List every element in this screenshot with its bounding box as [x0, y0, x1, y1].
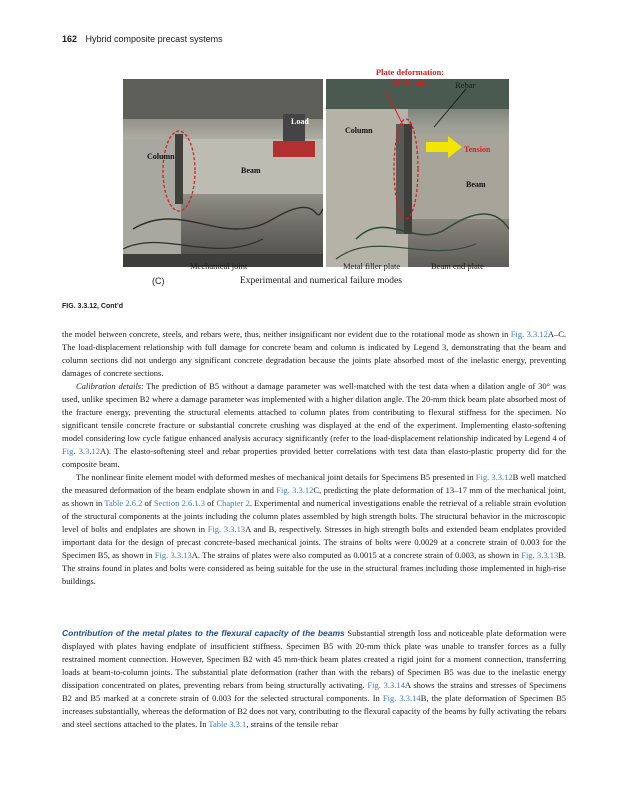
annotation-plate-line2: 13–17 mm [391, 77, 429, 87]
page-number: 162 [62, 34, 78, 44]
text-run: A. The strains of plates were also computed as 0.0015 at a concrete strain of 0.003, as shown in [191, 550, 522, 560]
end-plate [175, 134, 183, 204]
xref-link[interactable]: Fig. 3.3.12 [510, 329, 548, 339]
xref-link[interactable]: Fig. 3.3.13 [154, 550, 192, 560]
text-run: A). The elasto-softening steel and rebar properties provided better correlations with test data than elasto-plastic property did for the composite beam. [62, 446, 566, 469]
xref-link[interactable]: Fig. 3.3.13 [521, 550, 559, 560]
caption-metal-filler-plate: Metal filler plate [343, 261, 401, 271]
text-run: : The prediction of B5 without a damage parameter was well-matched with the test data when a dilation angle of 30° was used, unlike specimen B2 where a damage parameter was implemented with a higher dilation angle. The 20-mm thick beam plate absorbed most of the fracture energy, preventing the structural elements attached to column plates from contributing to flexural stiffness for the specimen. No significant tensile concrete fracture or substantial concrete crushing was displayed at the end of the experiment. Implementing elasto-softening model considering low cycle fatigue enhanced analysis accuracy significantly (refer to the load-displacement relationship indicated by Legend 4 of [62, 381, 566, 443]
label-beam-left: Beam [241, 166, 261, 175]
label-load: Load [291, 117, 309, 126]
xref-link[interactable]: Fig. 3.3.12 [62, 446, 100, 456]
panel-letter: (C) [152, 276, 165, 286]
lead-in: Calibration details [76, 381, 142, 391]
xref-link[interactable]: Fig. 3.3.14 [382, 693, 421, 703]
text-run: Substantial strength loss and noticeable plate deformation were displayed with plates having endplate of insufficient stiffness. Specimen B5 with 20-mm thick plate was unable to transfer forces as a fully restrained moment connection. However, Specimen B2 with 45 mm-thick beam plates created a rigid joint for a moment connection, transferring loads at beam-to-column joints. The substantial plate deformation (rather than with the rebars) of Specimen B5 was due to the inelastic energy dissipation concentrated on plates, preventing rebars from being structurally activating. [62, 628, 566, 690]
paragraph-2 [62, 380, 566, 471]
xref-link[interactable]: Table 3.3.1 [208, 719, 247, 729]
text-run: B well matched the measured deformation of the beam endplate shown in and [62, 472, 566, 495]
xref-link[interactable]: Chapter 2 [216, 498, 250, 508]
text-run: C, predicting the plate deformation of 13–17 mm of the mechanical joint, as shown in [62, 485, 566, 508]
xref-link[interactable]: Fig. 3.3.12 [276, 485, 314, 495]
figure-label: FIG. 3.3.12, Cont’d [62, 303, 124, 310]
photo-mechanical-joint [123, 79, 323, 267]
text-run: A–C. The load-displacement relationship with full damage for concrete beam and column is indicated by Legend 3, demonstrating that the beam and column sections did not undergo any significant concrete degradation because the joints plate absorbed most of the inelastic energy, preventing damages of concrete sections. [62, 329, 567, 378]
paragraph-1 [62, 328, 566, 380]
label-tension: Tension [464, 145, 491, 154]
section-heading: Contribution of the metal plates to the flexural capacity of the beams [62, 628, 345, 638]
text-run: A and B, respectively. Stresses in high strength bolts and extended beam endplates provided important data for the design of precast concrete-based mechanical joints. The strains of bolts were 0.0029 at a concrete strain of 0.003 for the Specimen B5, as shown in [62, 524, 567, 560]
text-run: A shows the strains and stresses of Specimens B2 and B5 marked at a concrete strain of 0.003 for the selected structural components. In [62, 680, 567, 703]
xref-link[interactable]: Section 2.6.1.3 [153, 498, 205, 508]
paragraph-3 [62, 471, 566, 588]
body-text-section [62, 627, 566, 731]
caption-mechanical-joint: Mechanical joint [190, 261, 248, 271]
annotation-rebar: Rebar [455, 80, 476, 90]
text-run: , strains of the tensile rebar [246, 719, 339, 729]
body-text [62, 328, 566, 588]
running-header [62, 34, 223, 44]
xref-link[interactable]: Table 2.6.2 [104, 498, 143, 508]
xref-link[interactable]: Fig. 3.3.12 [475, 472, 513, 482]
load-jack [273, 141, 315, 157]
annotation-plate-line1: Plate deformation: [375, 67, 445, 77]
label-beam-right: Beam [466, 180, 486, 189]
text-run: . Experimental and numerical investigations enable the retrieval of a reliable strain evolution of the structural components at the joints including the column plates assembled by high strength bolts. The structural behavior in the microscopic level of bolts and endplates are shown in [62, 498, 566, 534]
text-run: the model between concrete, steels, and rebars were, thus, neither insignificant nor evident due to the rotational mode as shown in [62, 329, 511, 339]
text-run: B. The strains found in plates and bolts were considered as being suitable for the use in the structural frames including those implemented in high-rise buildings. [62, 550, 566, 586]
running-title: Hybrid composite precast systems [85, 34, 223, 44]
panel-title: Experimental and numerical failure modes [240, 276, 402, 286]
photo-left-drawing [123, 79, 323, 267]
paragraph-4 [62, 627, 566, 731]
figure-panel-c [123, 79, 509, 271]
annotation-plate-deformation [370, 67, 450, 87]
text-run: of [142, 498, 154, 508]
xref-link[interactable]: Fig. 3.3.13 [207, 524, 246, 534]
text-run: B, the plate deformation of Specimen B5 increases substantially, whereas the deformation of B2 does not vary, contributing to the flexural capacity of the beams by fully activating the rebars and steel sections attached to the plates. In [62, 693, 567, 729]
photo-plates [326, 79, 509, 267]
text-run: of [204, 498, 217, 508]
background-wall [123, 79, 323, 119]
photo-right-drawing [326, 79, 509, 267]
label-column-right: Column [345, 126, 373, 135]
text-run: The nonlinear finite element model with deformed meshes of mechanical joint details for Specimens B5 presented in [76, 472, 476, 482]
xref-link[interactable]: Fig. 3.3.14 [367, 680, 405, 690]
caption-beam-end-plate: Beam end plate [431, 261, 484, 271]
label-column-left: Column [147, 152, 175, 161]
